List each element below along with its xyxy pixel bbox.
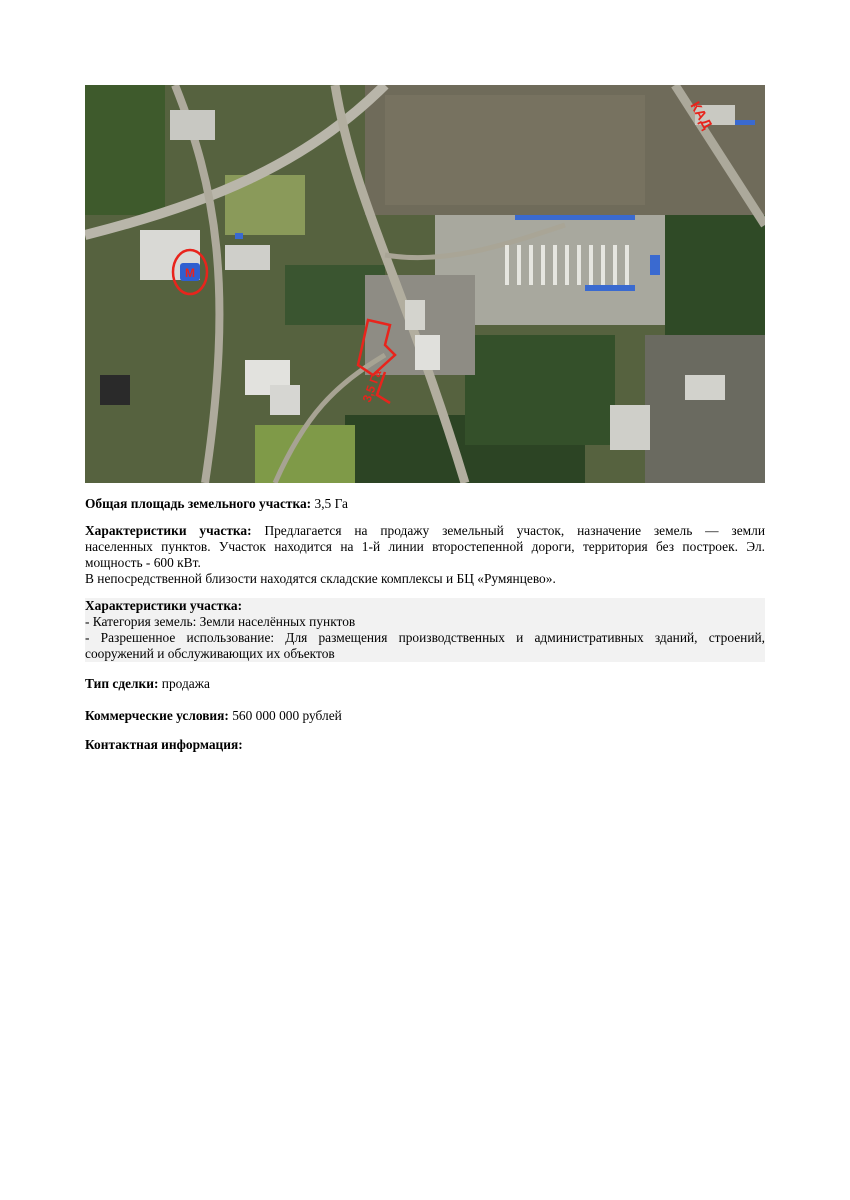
characteristics-line-3: мощность - 600 кВт. <box>85 555 201 570</box>
characteristics-line-1 <box>85 523 765 539</box>
commercial-terms-label: Коммерческие условия: <box>85 708 229 723</box>
permitted-use-line-2: сооружений и обслуживающих их объектов <box>85 646 335 661</box>
satellite-map <box>85 85 765 483</box>
metro-icon <box>180 263 200 281</box>
map-image <box>85 85 765 483</box>
area-annotation: 3,5 Га <box>359 367 385 405</box>
characteristics-list-label: Характеристики участка: <box>85 598 243 613</box>
commercial-terms-value: 560 000 000 рублей <box>228 708 342 723</box>
contact-info <box>85 737 765 753</box>
deal-type-label: Тип сделки: <box>85 676 159 691</box>
characteristics-label: Характеристики участка: <box>85 523 252 538</box>
characteristics-line-4: В непосредственной близости находятся складские комплексы и БЦ «Румянцево». <box>85 571 556 586</box>
deal-type <box>85 676 765 692</box>
contact-info-label: Контактная информация: <box>85 737 243 752</box>
characteristics-list <box>85 598 765 662</box>
road-annotation: КАД <box>687 98 716 132</box>
characteristics-line-2: населенных пунктов. Участок находится на 1-й линии второстепенной дороги, территория без построек. Эл. <box>85 539 765 554</box>
total-area-label: Общая площадь земельного участка: <box>85 496 312 511</box>
characteristics-paragraph <box>85 523 765 587</box>
permitted-use-line-1: - Разрешенное использование: Для размещения производственных и административных зданий, строений, <box>85 630 765 645</box>
total-area-value: 3,5 Га <box>311 496 348 511</box>
deal-type-value: продажа <box>158 676 210 691</box>
land-category: - Категория земель: Земли населённых пунктов <box>85 614 356 629</box>
commercial-terms <box>85 708 765 724</box>
total-area <box>85 496 765 512</box>
metro-symbol: М <box>185 266 195 280</box>
characteristics-text-1: Предлагается на продажу земельный участок, назначение земель — земли <box>251 523 765 538</box>
